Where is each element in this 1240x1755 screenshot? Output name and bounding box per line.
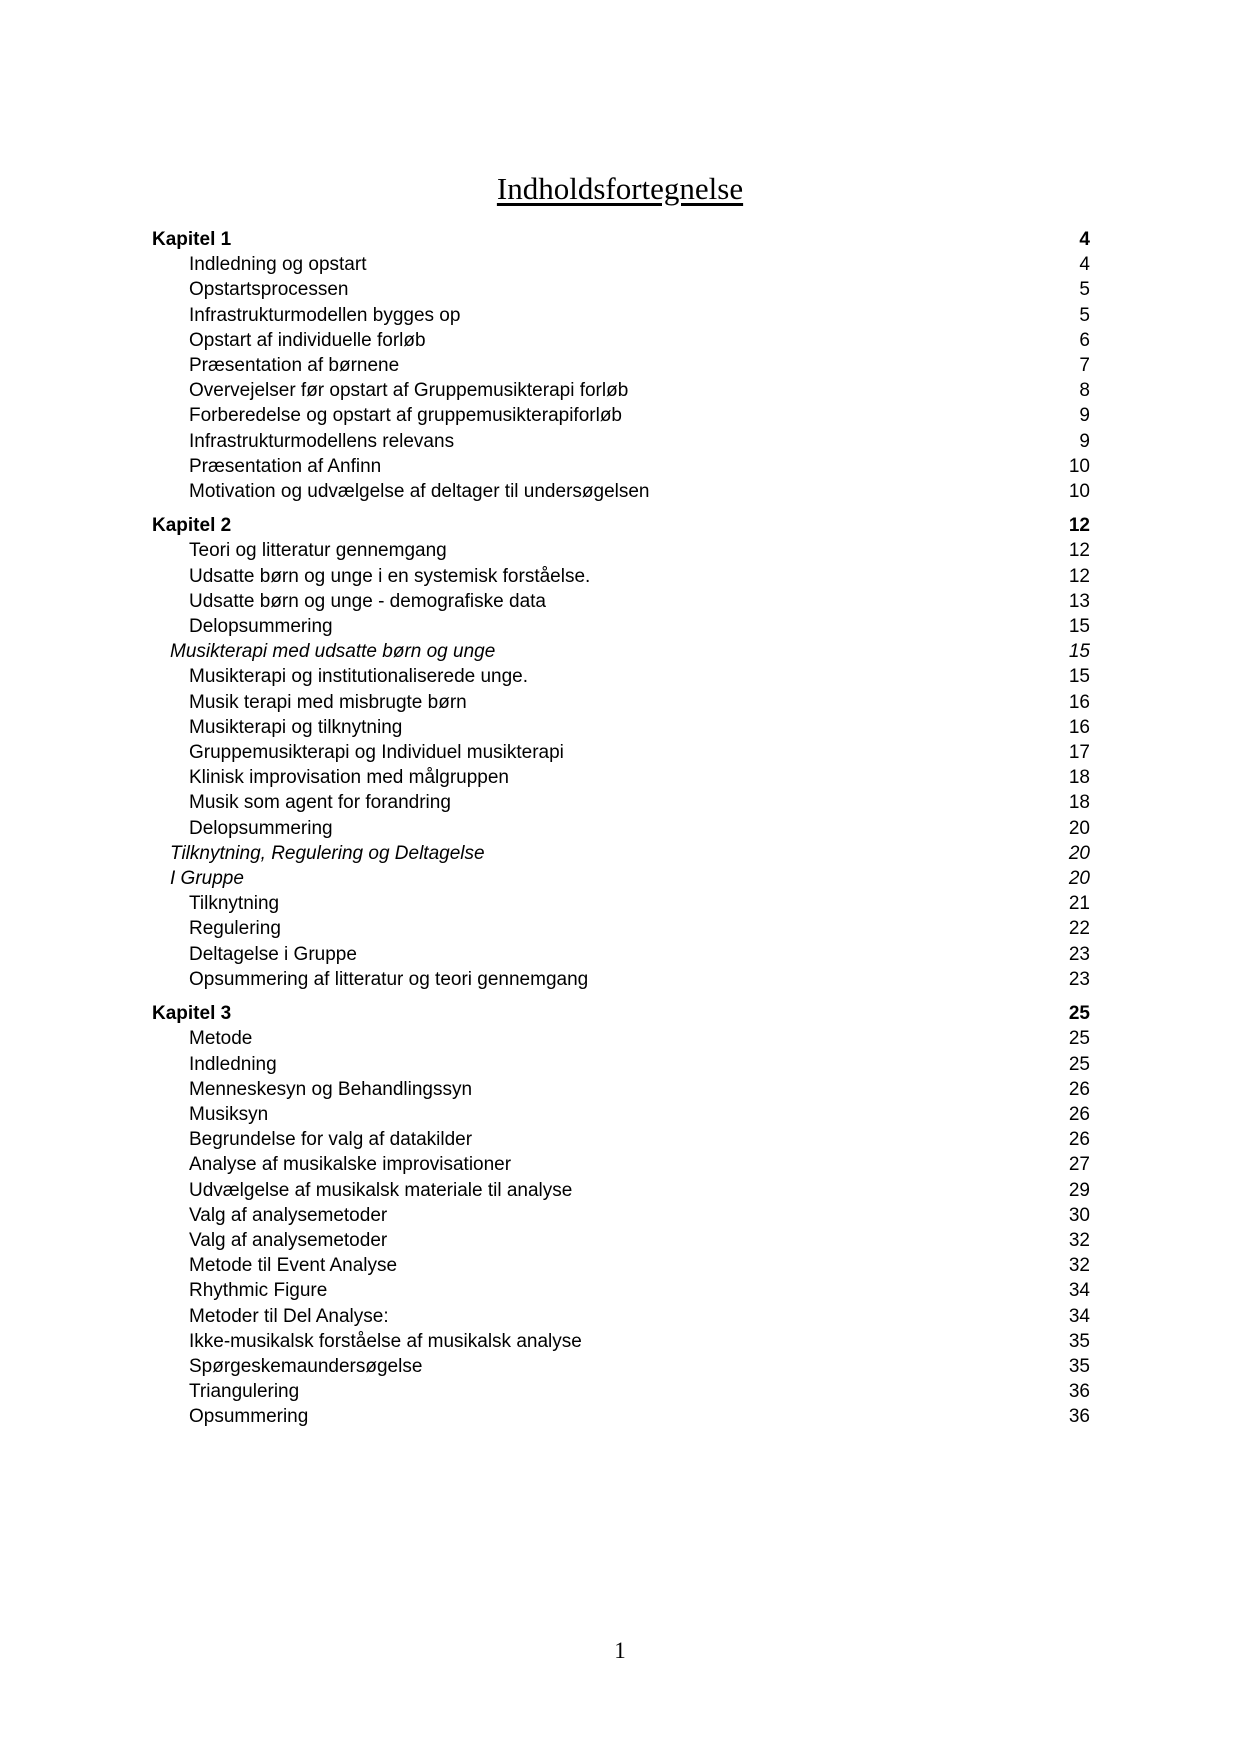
toc-entry-label: Tilknytning — [189, 893, 280, 915]
toc-entry — [152, 1052, 1090, 1077]
toc-entry-page-number: 16 — [1068, 716, 1090, 738]
toc-section-heading-label: Kapitel 2 — [152, 515, 232, 537]
toc-entry-label: Forberedelse og opstart af gruppemusikterapiforløb — [189, 405, 623, 427]
toc-entry-page-number: 35 — [1068, 1330, 1090, 1352]
toc-entry-label: Tilknytning, Regulering og Deltagelse — [170, 842, 485, 864]
toc-entry-page-number: 27 — [1068, 1154, 1090, 1176]
toc-entry-page-number: 20 — [1068, 868, 1090, 890]
toc-entry-label: Musik som agent for forandring — [189, 792, 451, 814]
footer-page-number: 1 — [614, 1638, 626, 1663]
toc-entry — [152, 967, 1090, 992]
toc-entry-label: Ikke-musikalsk forståelse af musikalsk analyse — [189, 1330, 582, 1352]
toc-entry-label: Udsatte børn og unge - demografiske data — [189, 590, 546, 612]
toc-entry — [152, 429, 1090, 454]
toc-entry-page-number: 17 — [1068, 742, 1090, 764]
toc-entry-page-number: 5 — [1079, 279, 1090, 301]
toc-entry-label: Metode til Event Analyse — [189, 1255, 398, 1277]
toc-entry-page-number: 30 — [1068, 1204, 1090, 1226]
toc-entry — [152, 841, 1090, 866]
toc-entry — [152, 1228, 1090, 1253]
toc-entry-page-number: 23 — [1068, 943, 1090, 965]
toc-entry — [152, 1026, 1090, 1051]
toc-entry-label: Musiksyn — [189, 1103, 269, 1125]
toc-entry — [152, 454, 1090, 479]
toc-entry-page-number: 36 — [1068, 1381, 1090, 1403]
toc-entry-label: Musikterapi og tilknytning — [189, 716, 403, 738]
toc-section — [152, 513, 1090, 992]
toc-entry — [152, 328, 1090, 353]
toc-entry-page-number: 12 — [1068, 540, 1090, 562]
toc-entry-label: Indledning og opstart — [189, 254, 367, 276]
toc-entry-label: Opsummering — [189, 1406, 309, 1428]
toc-entry-label: Gruppemusikterapi og Individuel musikterapi — [189, 742, 564, 764]
toc-section-heading-label: Kapitel 3 — [152, 1003, 232, 1025]
toc-entry — [152, 1404, 1090, 1429]
toc-entry-page-number: 4 — [1079, 254, 1090, 276]
toc-entry-page-number: 26 — [1068, 1103, 1090, 1125]
toc-entry-label: Delopsummering — [189, 817, 333, 839]
toc-entry — [152, 1354, 1090, 1379]
toc-entry-page-number: 34 — [1068, 1280, 1090, 1302]
toc-entry-page-number: 5 — [1079, 304, 1090, 326]
toc-entry-page-number: 9 — [1079, 405, 1090, 427]
toc-entry-label: Udsatte børn og unge i en systemisk forståelse. — [189, 565, 591, 587]
toc-entry-label: Analyse af musikalske improvisationer — [189, 1154, 512, 1176]
toc-entry-page-number: 36 — [1068, 1406, 1090, 1428]
toc-entry — [152, 664, 1090, 689]
toc-entry-page-number: 15 — [1068, 616, 1090, 638]
toc-entry-page-number: 12 — [1068, 565, 1090, 587]
toc-entry-page-number: 18 — [1068, 792, 1090, 814]
toc-entry-label: Opstart af individuelle forløb — [189, 329, 426, 351]
toc-entry-label: Motivation og udvælgelse af deltager til undersøgelsen — [189, 481, 650, 503]
toc-entry-label: Præsentation af Anfinn — [189, 455, 382, 477]
toc-entry-label: Musik terapi med misbrugte børn — [189, 691, 467, 713]
toc-entry-label: Spørgeskemaundersøgelse — [189, 1355, 423, 1377]
toc-entry — [152, 378, 1090, 403]
toc-entry-label: Teori og litteratur gennemgang — [189, 540, 447, 562]
toc-entry-page-number: 6 — [1079, 329, 1090, 351]
toc-entry-label: Regulering — [189, 918, 281, 940]
toc-entry — [152, 589, 1090, 614]
toc-entry-label: Infrastrukturmodellens relevans — [189, 430, 455, 452]
toc-entry — [152, 942, 1090, 967]
toc-entry-page-number: 32 — [1068, 1255, 1090, 1277]
toc-entry-page-number: 7 — [1079, 355, 1090, 377]
toc-entry — [152, 1329, 1090, 1354]
toc-section — [152, 227, 1090, 504]
toc-entry-label: Metode — [189, 1028, 253, 1050]
toc-entry — [152, 790, 1090, 815]
toc-entry-page-number: 32 — [1068, 1229, 1090, 1251]
toc-entry — [152, 1152, 1090, 1177]
toc-entry-label: Begrundelse for valg af datakilder — [189, 1129, 473, 1151]
toc-entry — [152, 1278, 1090, 1303]
toc-entry-page-number: 25 — [1068, 1053, 1090, 1075]
toc-entry — [152, 1253, 1090, 1278]
toc-entry — [152, 538, 1090, 563]
toc-entry — [152, 303, 1090, 328]
toc-entry-page-number: 15 — [1068, 641, 1090, 663]
toc-entry-page-number: 18 — [1068, 767, 1090, 789]
toc-entry — [152, 1077, 1090, 1102]
toc-entry — [152, 715, 1090, 740]
toc-section-heading — [152, 513, 1090, 538]
toc-entry-page-number: 15 — [1068, 666, 1090, 688]
toc-entry-page-number: 34 — [1068, 1305, 1090, 1327]
page-title: Indholdsfortegnelse — [496, 171, 744, 206]
toc-entry-label: Infrastrukturmodellen bygges op — [189, 304, 461, 326]
toc-entry-label: Musikterapi og institutionaliserede unge. — [189, 666, 529, 688]
toc-entry — [152, 1178, 1090, 1203]
toc-entry-page-number: 9 — [1079, 430, 1090, 452]
toc-entry — [152, 916, 1090, 941]
toc-section — [152, 1001, 1090, 1429]
toc-entry-page-number: 21 — [1068, 893, 1090, 915]
toc-entry-label: I Gruppe — [170, 868, 244, 890]
toc-entry — [152, 252, 1090, 277]
toc-entry-label: Valg af analysemetoder — [189, 1229, 388, 1251]
toc-entry-page-number: 13 — [1068, 590, 1090, 612]
toc-entry — [152, 277, 1090, 302]
toc-entry-label: Opsummering af litteratur og teori gennemgang — [189, 968, 589, 990]
toc-entry — [152, 1203, 1090, 1228]
toc-entry-page-number: 20 — [1068, 842, 1090, 864]
toc-entry-page-number: 10 — [1068, 455, 1090, 477]
toc-entry-page-number: 26 — [1068, 1129, 1090, 1151]
toc-entry — [152, 1379, 1090, 1404]
toc-entry-label: Udvælgelse af musikalsk materiale til analyse — [189, 1179, 573, 1201]
toc-section-heading-page-number: 12 — [1068, 515, 1090, 537]
toc-entry-page-number: 29 — [1068, 1179, 1090, 1201]
toc-entry-label: Opstartsprocessen — [189, 279, 349, 301]
toc-entry-label: Indledning — [189, 1053, 277, 1075]
toc-entry-label: Triangulering — [189, 1381, 300, 1403]
toc-entry — [152, 1127, 1090, 1152]
toc-entry-page-number: 8 — [1079, 380, 1090, 402]
toc-entry — [152, 639, 1090, 664]
toc-entry-label: Overvejelser før opstart af Gruppemusikterapi forløb — [189, 380, 629, 402]
toc-entry-label: Klinisk improvisation med målgruppen — [189, 767, 509, 789]
toc-entry-page-number: 25 — [1068, 1028, 1090, 1050]
toc-entry — [152, 740, 1090, 765]
toc-section-heading-page-number: 25 — [1068, 1003, 1090, 1025]
toc-entry-page-number: 10 — [1068, 481, 1090, 503]
toc-entry-label: Musikterapi med udsatte børn og unge — [170, 641, 496, 663]
toc-entry-label: Menneskesyn og Behandlingssyn — [189, 1078, 473, 1100]
table-of-contents — [152, 227, 1090, 1430]
toc-entry — [152, 690, 1090, 715]
toc-entry-label: Deltagelse i Gruppe — [189, 943, 357, 965]
toc-entry — [152, 866, 1090, 891]
toc-entry — [152, 614, 1090, 639]
toc-entry-page-number: 26 — [1068, 1078, 1090, 1100]
toc-entry-label: Delopsummering — [189, 616, 333, 638]
toc-section-heading-page-number: 4 — [1079, 229, 1090, 250]
toc-entry-label: Præsentation af børnene — [189, 355, 400, 377]
toc-entry-page-number: 22 — [1068, 918, 1090, 940]
toc-entry — [152, 1102, 1090, 1127]
toc-entry — [152, 1304, 1090, 1329]
toc-entry-page-number: 23 — [1068, 968, 1090, 990]
toc-entry — [152, 403, 1090, 428]
toc-entry — [152, 765, 1090, 790]
toc-entry — [152, 891, 1090, 916]
toc-entry — [152, 353, 1090, 378]
toc-entry-label: Rhythmic Figure — [189, 1280, 328, 1302]
toc-entry-page-number: 16 — [1068, 691, 1090, 713]
toc-entry-page-number: 35 — [1068, 1355, 1090, 1377]
toc-section-heading-label: Kapitel 1 — [152, 229, 232, 250]
toc-entry — [152, 479, 1090, 504]
toc-entry — [152, 564, 1090, 589]
toc-entry — [152, 816, 1090, 841]
toc-entry-label: Valg af analysemetoder — [189, 1204, 388, 1226]
toc-section-heading — [152, 1001, 1090, 1026]
toc-entry-page-number: 20 — [1068, 817, 1090, 839]
toc-section-heading — [152, 227, 1090, 252]
toc-entry-label: Metoder til Del Analyse: — [189, 1305, 389, 1327]
